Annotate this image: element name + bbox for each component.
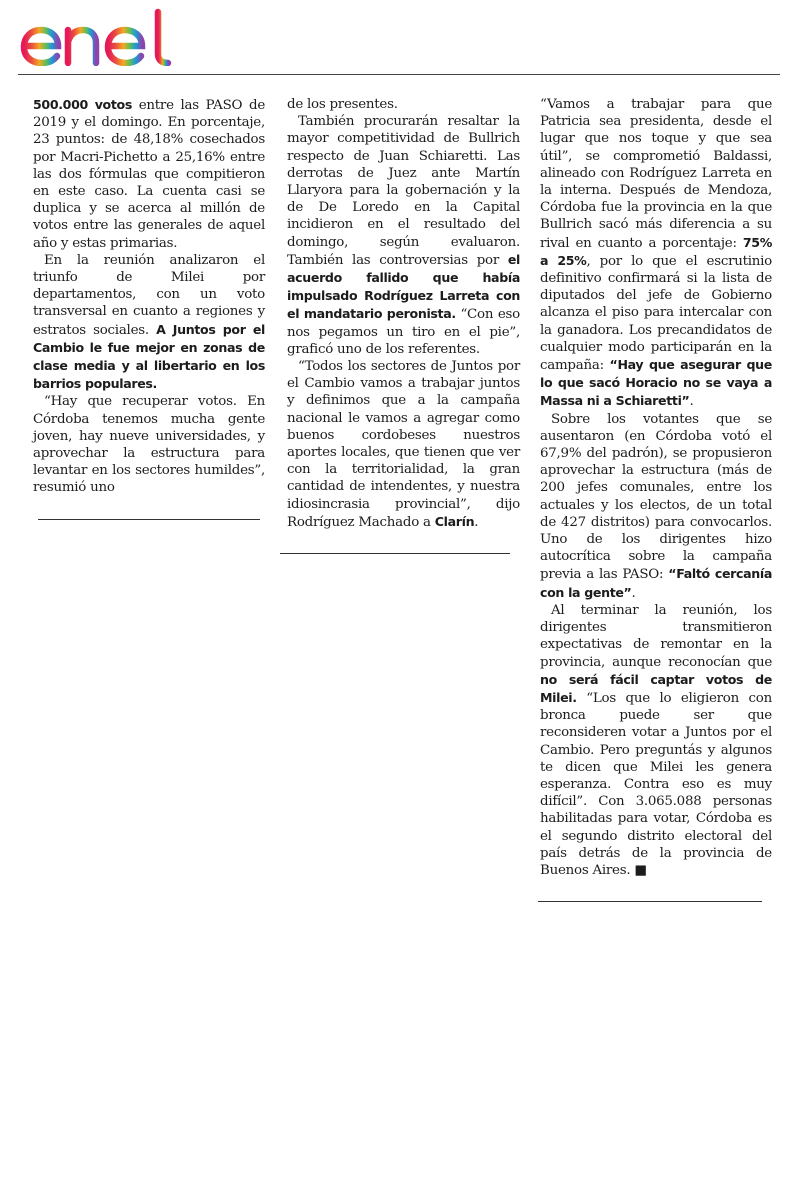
bold-text: “Hay que asegurar que lo que sacó Horacio no se vaya a Massa ni a Schiaretti”: [540, 357, 772, 409]
bold-text: 75% a 25%: [540, 234, 772, 268]
end-of-article-mark: ■: [630, 862, 647, 878]
paragraph: [33, 252, 265, 394]
article-column-3: [540, 96, 772, 879]
column-end-rule: [280, 553, 510, 554]
enel-logo: [18, 8, 183, 66]
bold-text: el acuerdo fallido que había impulsado Rodríguez Larreta con el mandatario peronista.: [287, 251, 520, 322]
text-run: En la reunión analizaron el triunfo de Milei por departamentos, con un voto transversal en cuanto a regiones y estratos sociales.: [33, 252, 265, 338]
bold-text: no será fácil captar votos de Milei.: [540, 671, 772, 705]
text-run: “Los que lo eligieron con bronca puede ser que reconsideren votar a Juntos por el Cambio. Pero preguntás y algunos te dicen que Milei les genera esperanza. Contra eso es muy difícil”. Con 3.065.088 personas habilitadas para votar, Córdoba es el segundo distrito electoral del país detrás de la provincia de Buenos Aires.: [540, 690, 772, 878]
article-column-2: [287, 96, 520, 531]
text-run: “Vamos a trabajar para que Patricia sea presidenta, desde el lugar que nos toque y que sea útil”, se comprometió Baldassi, alineado con Rodríguez Larreta en la interna. Después de Mendoza, Córdoba fue la provincia en la que Bullrich sacó más diferencia a su rival en cuanto a porcentaje:: [540, 97, 772, 251]
text-run: .: [474, 514, 479, 530]
text-run: También procurarán resaltar la mayor competitividad de Bullrich respecto de Juan Schiaretti. Las derrotas de Juez ante Martín Llaryora para la gobernación y la de De Loredo en la Capital incidieron en el resultado del domingo, según evaluaron. También las controversias por: [287, 114, 520, 268]
paragraph: [540, 411, 772, 602]
paragraph: [287, 113, 520, 358]
article-column-1: [33, 96, 265, 497]
paragraph: [540, 96, 772, 411]
text-run: Sobre los votantes que se ausentaron (en Córdoba votó el 67,9% del padrón), se propusieron aprovechar la estructura (más de 200 jefes comunales, entre los actuales y los electos, de un total de 427 distritos) para convocarlos. Uno de los dirigentes hizo autocrítica sobre la campaña previa a las PASO:: [540, 411, 772, 583]
paragraph: [33, 96, 265, 252]
text-run: , por lo que el escrutinio definitivo confirmará si la lista de diputados del jefe de Gobierno alcanza el piso para intercalar con la ganadora. Los precandidatos de cualquier modo participarán en la campaña:: [540, 253, 772, 374]
bold-text: Clarín: [434, 513, 475, 529]
paragraph: [287, 96, 520, 113]
column-end-rule: [538, 901, 762, 902]
text-run: Al terminar la reunión, los dirigentes transmitieron expectativas de remontar en la provincia, aunque reconocían que: [540, 602, 772, 670]
bold-text: “Faltó cercanía con la gente”: [540, 566, 772, 600]
text-run: “Todos los sectores de Juntos por el Cambio vamos a trabajar juntos y definimos que a la campaña nacional le vamos a agregar como buenos cordobeses nuestros aportes locales, que tienen que ver con la territorialidad, la gran cantidad de intendentes, y nuestra idiosincrasia provincial”, dijo Rodríguez Machado a: [287, 359, 520, 530]
text-run: “Hay que recuperar votos. En Córdoba tenemos mucha gente joven, hay nueve universidades, y aprovechar la estructura para levantar en los sectores humildes”, resumió uno: [33, 394, 265, 496]
paragraph: [540, 602, 772, 879]
text-run: .: [689, 394, 694, 410]
text-run: “Con eso nos pegamos un tiro en el pie”, graficó uno de los referentes.: [287, 307, 520, 357]
bold-text: A Juntos por el Cambio le fue mejor en zonas de clase media y al libertario en los barrios populares.: [33, 321, 265, 392]
header-rule: [18, 74, 780, 75]
text-run: .: [631, 585, 636, 601]
text-run: entre las PASO de 2019 y el domingo. En porcentaje, 23 puntos: de 48,18% cosechados por Macri-Pichetto a 25,16% entre las dos fórmulas que compitieron en este caso. La cuenta casi se duplica y se acerca al millón de votos entre las generales de aquel año y estas primarias.: [33, 98, 265, 251]
column-end-rule: [38, 519, 260, 520]
paragraph: [33, 393, 265, 496]
paragraph: [287, 358, 520, 531]
text-run: de los presentes.: [287, 97, 398, 112]
bold-text: 500.000 votos: [33, 97, 132, 112]
